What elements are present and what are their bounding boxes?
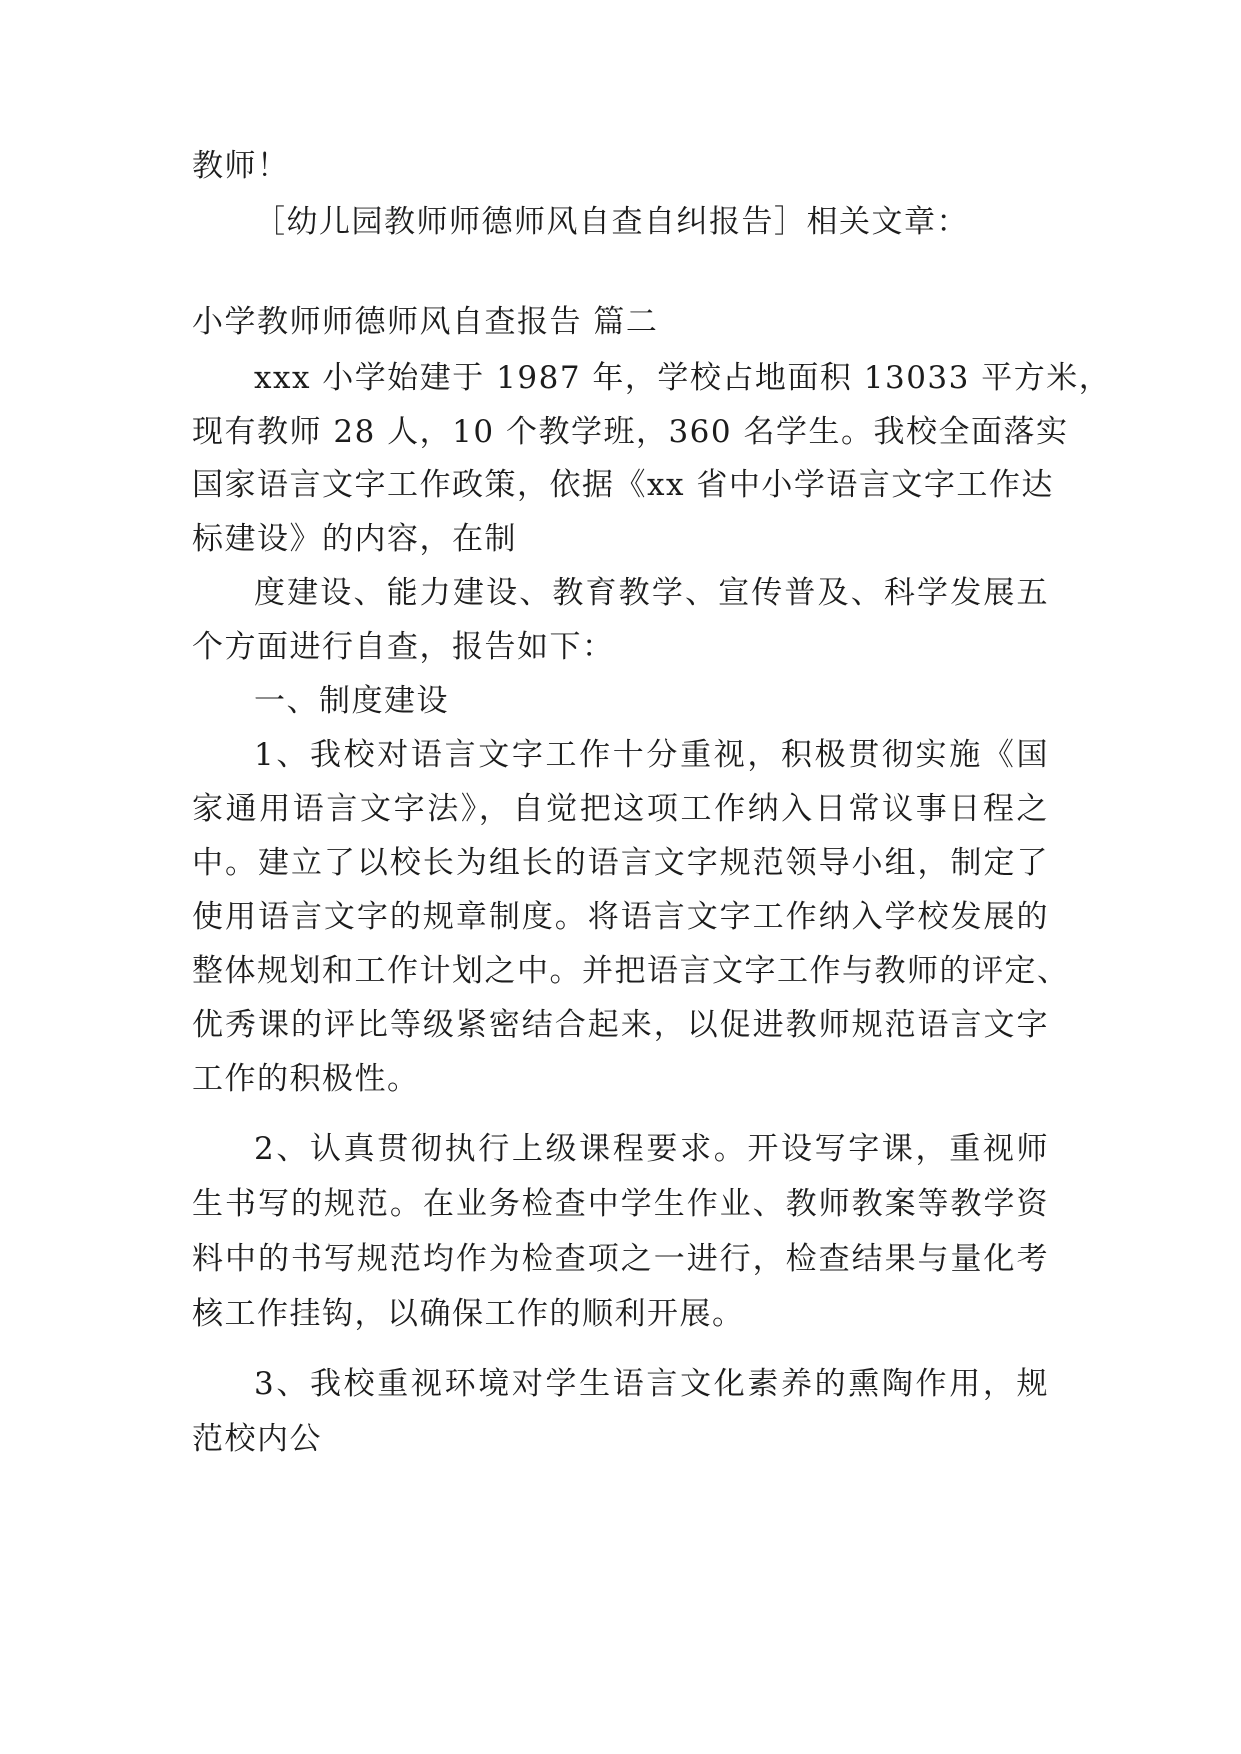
text-line-13: 中。建立了以校长为组长的语言文字规范领导小组，制定了 <box>192 845 1049 881</box>
text-line-20: 料中的书写规范均作为检查项之一进行，检查结果与量化考 <box>192 1241 1049 1277</box>
text-line-14: 使用语言文字的规章制度。将语言文字工作纳入学校发展的 <box>192 899 1049 935</box>
related-articles-line: ［幼儿园教师师德师风自查自纠报告］相关文章： <box>254 204 969 240</box>
text-line-18: 2、认真贯彻执行上级课程要求。开设写字课，重视师 <box>254 1131 1049 1167</box>
text-line-17: 工作的积极性。 <box>192 1061 420 1097</box>
text-line-22: 3、我校重视环境对学生语言文化素养的熏陶作用，规 <box>254 1366 1049 1402</box>
text-line-15: 整体规划和工作计划之中。并把语言文字工作与教师的评定、 <box>192 953 1070 989</box>
text-line-6: 国家语言文字工作政策，依据《xx 省中小学语言文字工作达 <box>192 467 1054 503</box>
text-line-23: 范校内公 <box>192 1421 322 1457</box>
text-line-4: xxx 小学始建于 1987 年，学校占地面积 13033 平方米， <box>254 360 1112 396</box>
subsection-heading: 一、制度建设 <box>254 683 449 719</box>
text-line-21: 核工作挂钩，以确保工作的顺利开展。 <box>192 1296 745 1332</box>
text-line-19: 生书写的规范。在业务检查中学生作业、教师教案等教学资 <box>192 1186 1049 1222</box>
text-line-12: 家通用语言文字法》，自觉把这项工作纳入日常议事日程之 <box>192 791 1049 827</box>
text-line-7: 标建设》的内容，在制 <box>192 521 517 557</box>
text-line-16: 优秀课的评比等级紧密结合起来，以促进教师规范语言文字 <box>192 1007 1049 1043</box>
text-line-5: 现有教师 28 人，10 个教学班，360 名学生。我校全面落实 <box>192 414 1069 450</box>
section-heading: 小学教师师德师风自查报告 篇二 <box>192 304 659 340</box>
text-line-11: 1、我校对语言文字工作十分重视，积极贯彻实施《国 <box>254 737 1049 773</box>
text-line-9: 个方面进行自查，报告如下： <box>192 629 615 665</box>
text-line-1: 教师！ <box>192 148 290 184</box>
text-line-8: 度建设、能力建设、教育教学、宣传普及、科学发展五 <box>254 575 1049 611</box>
